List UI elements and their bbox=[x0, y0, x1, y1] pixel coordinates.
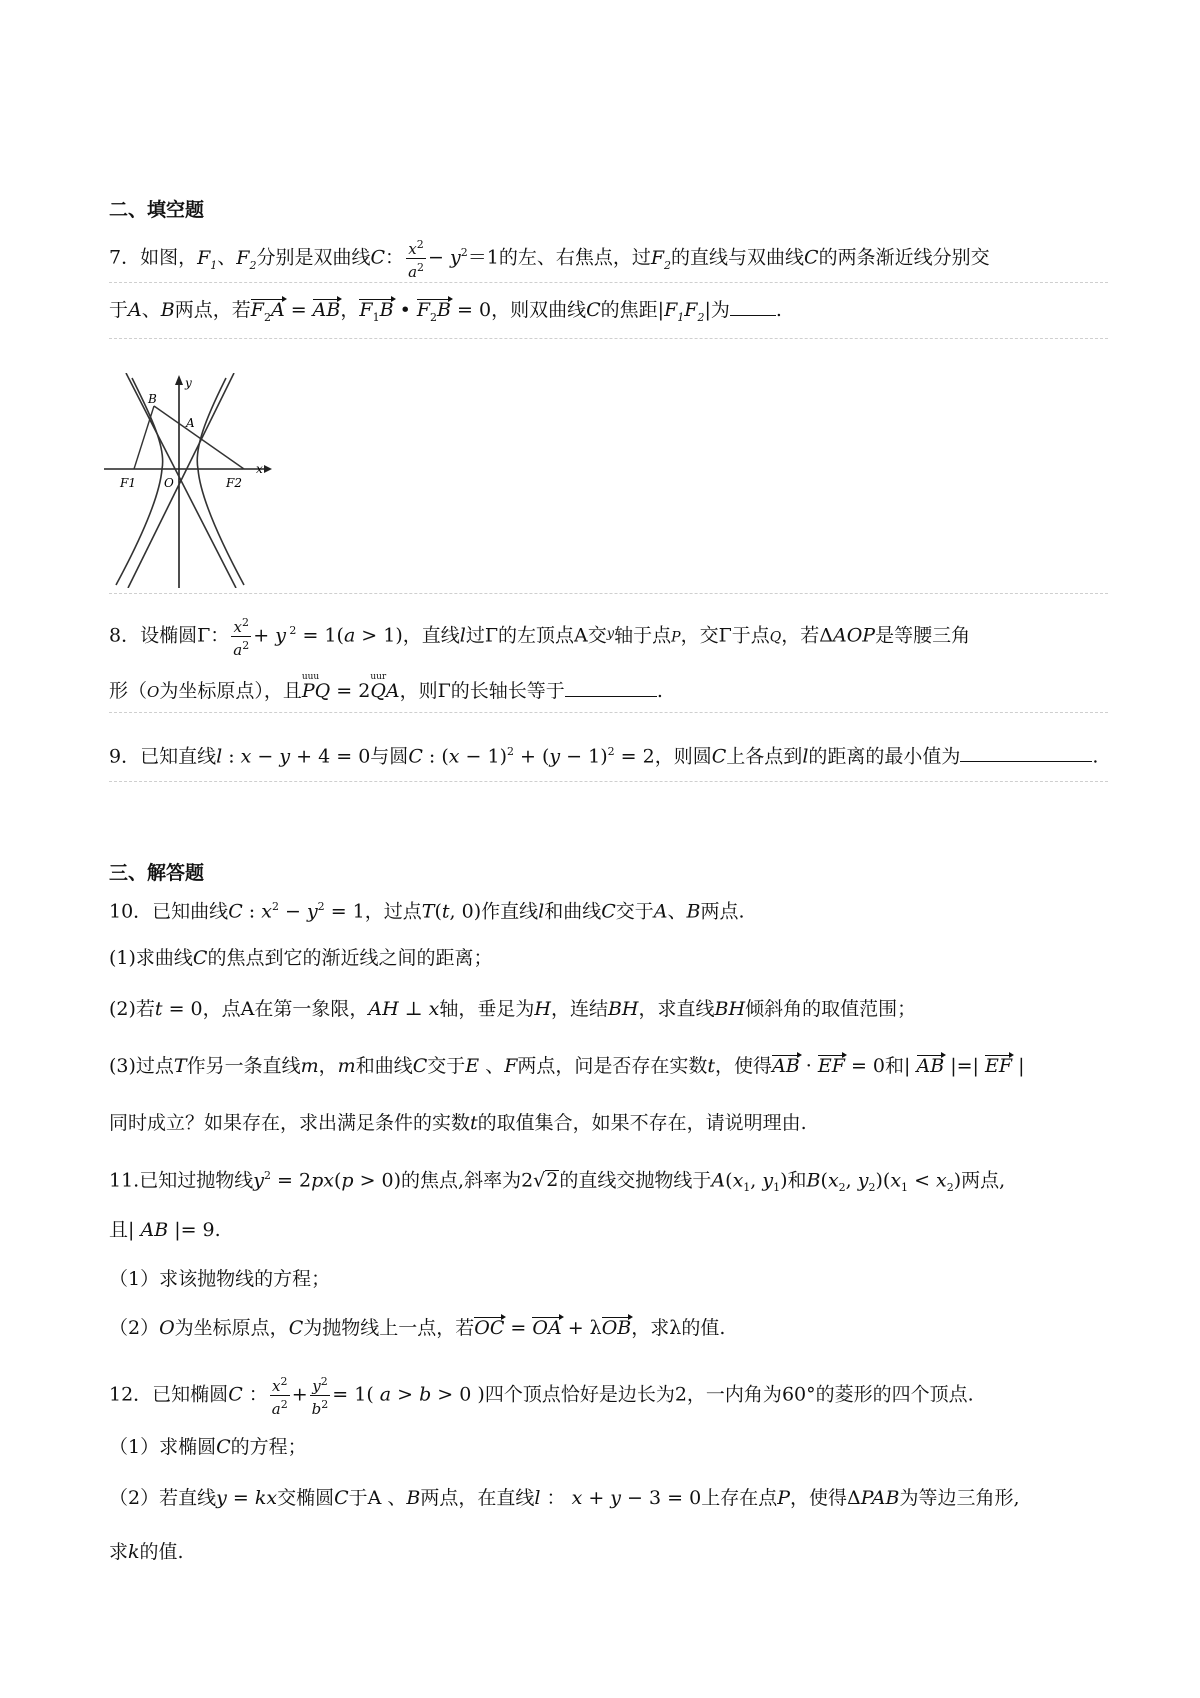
q10-p1-text-2: 的焦点到它的渐近线之间的距离； bbox=[207, 947, 493, 969]
hyperbola-figure bbox=[104, 373, 284, 588]
answer-blank[interactable] bbox=[730, 297, 776, 316]
q10-p2-text-6: 倾斜角的取值范围； bbox=[745, 998, 917, 1020]
q8-text-3: 轴于点 bbox=[614, 624, 672, 647]
q12-sub1-text: （1）求椭圆 bbox=[109, 1436, 217, 1458]
q11-text-6: 且 bbox=[109, 1219, 129, 1241]
y-axis-arrow bbox=[175, 375, 183, 385]
label-F2: F2 bbox=[226, 476, 242, 490]
q7-text-2: 的左、右焦点，过 bbox=[498, 246, 651, 269]
q12-number: 12．已知椭圆 bbox=[109, 1383, 229, 1406]
q10-text-4: 交于 bbox=[615, 900, 654, 923]
q12-sub2-text-6: ，使得 bbox=[790, 1487, 848, 1509]
vector-OA: OA bbox=[532, 1317, 562, 1339]
q7-text-5: 于 bbox=[109, 299, 129, 321]
asymptote-2 bbox=[128, 373, 234, 588]
q8-text-8: 为坐标原点），且 bbox=[159, 680, 302, 702]
q12-sub1-text-2: 的方程； bbox=[230, 1436, 307, 1458]
vector-QA: uur QA bbox=[370, 672, 400, 702]
q10-p3-text: (3)过点 bbox=[109, 1055, 174, 1077]
q7-fraction: $\frac{x^2}{a^2}$ bbox=[408, 238, 425, 281]
q11-sub2-text-3: 为抛物线上一点，若 bbox=[303, 1317, 475, 1339]
q10-p2-text: (2)若 bbox=[109, 998, 155, 1020]
q11-sub2-text-2: 为坐标原点， bbox=[174, 1317, 289, 1339]
q9-text-4: 的距离的最小值为 bbox=[808, 745, 961, 768]
q12-sub2-text-4: 两点，在直线 bbox=[420, 1487, 535, 1509]
question-10-intro: 10．已知曲线C : $x^2 - y^2 = 1$，过点T(t, 0)作直线l和曲线C交于A、B两点. bbox=[109, 900, 745, 923]
vector-OC: OC bbox=[474, 1317, 505, 1339]
q10-text-1: ，过点 bbox=[364, 900, 422, 923]
vector-F1B: $F_1B$ bbox=[359, 299, 393, 327]
answer-blank[interactable] bbox=[960, 743, 1092, 762]
q10-p1-text: (1)求曲线 bbox=[109, 947, 193, 969]
label-A: A bbox=[186, 416, 195, 430]
q9-text-1: 与圆 bbox=[370, 745, 409, 768]
q11-text-5: 两点, bbox=[961, 1169, 1006, 1192]
question-12-sub-2-cont: 求k的值. bbox=[109, 1541, 184, 1563]
q10-number: 10．已知曲线 bbox=[109, 900, 229, 923]
q11-sub2-text-5: 的值. bbox=[681, 1317, 726, 1339]
question-12-line-1: 12．已知椭圆C ： $\frac{x^2}{a^2}$ + $\frac{y^2}{b^2}$ = 1( a > b > 0 )四个顶点恰好是边长为2，一内角为60°的菱形的四个顶点. bbox=[109, 1375, 974, 1418]
q8-fraction: $\frac{x^2}{a^2}$ bbox=[233, 616, 250, 659]
label-y: y bbox=[185, 376, 192, 390]
divider bbox=[109, 282, 1108, 283]
q8-text-6: 是等腰三角 bbox=[875, 624, 971, 647]
question-12-sub-1: （1）求椭圆C的方程； bbox=[109, 1436, 307, 1458]
q7-text-8: 的焦距 bbox=[600, 299, 658, 321]
q7-text-4: 的两条渐近线分别交 bbox=[818, 246, 990, 269]
q11-sub2-text: （2） bbox=[109, 1317, 160, 1339]
q10-text-5: 两点. bbox=[700, 900, 745, 923]
q8-number: 8．设椭圆Γ： bbox=[109, 624, 230, 647]
q12-fraction-2: $\frac{y^2}{b^2}$ bbox=[311, 1375, 329, 1418]
divider bbox=[109, 712, 1108, 713]
q12-sub2-text-3: 于 bbox=[348, 1487, 368, 1509]
q7-end: . bbox=[775, 299, 782, 321]
question-10-part-1: (1)求曲线C的焦点到它的渐近线之间的距离； bbox=[109, 947, 493, 969]
q12-sub3-text: 求 bbox=[109, 1541, 129, 1563]
vector-AB: AB bbox=[312, 299, 341, 321]
q10-p2-text-5: ，求直线 bbox=[638, 998, 715, 1020]
q10-p3-text-5: 两点，问是否存在实数 bbox=[517, 1055, 708, 1077]
question-12-sub-2: （2）若直线y = kx交椭圆C于A 、B两点，在直线l ： x + y − 3 = 0上存在点P，使得ΔPAB为等边三角形, bbox=[109, 1487, 1020, 1509]
q11-sub1-text: （1）求该抛物线的方程； bbox=[109, 1268, 331, 1290]
q12-fraction-1: $\frac{x^2}{a^2}$ bbox=[271, 1375, 288, 1418]
q12-sub2-text-7: 为等边三角形, bbox=[899, 1487, 1020, 1509]
q10-p3-text-7: 和 bbox=[885, 1055, 905, 1077]
section-heading-fill: 二、填空题 bbox=[109, 199, 205, 221]
question-10-part-2: (2)若t = 0，点A在第一象限，AH ⊥ x轴，垂足为H，连结BH，求直线BH倾斜角的取值范围； bbox=[109, 998, 917, 1020]
q8-text-1: ，直线 bbox=[402, 624, 460, 647]
q9-text-2: ，则圆 bbox=[654, 745, 712, 768]
q11-text-3: 的直线交抛物线于 bbox=[559, 1169, 712, 1192]
vector-F2B: $F_2B$ bbox=[417, 299, 451, 327]
divider bbox=[109, 338, 1108, 339]
question-11-sub-1 bbox=[109, 1265, 1108, 1293]
q11-text-2: 的焦点,斜率为 bbox=[401, 1169, 522, 1192]
question-10-part-3-cont: 同时成立？如果存在，求出满足条件的实数t的取值集合，如果不存在，请说明理由. bbox=[109, 1112, 807, 1134]
q8-text-2: 过Γ的左顶点A交 bbox=[465, 624, 607, 647]
q10-p2-text-2: ，点A在第一象限， bbox=[202, 998, 369, 1020]
q8-text-7: 形（ bbox=[109, 680, 148, 702]
question-7-line-1: 7．如图，$F_1$、$F_2$分别是双曲线C： $\frac{x^2}{a^2}$ − $y^2=1$的左、右焦点，过$F_2$的直线与双曲线C的两条渐近线分别交 bbox=[109, 238, 990, 281]
q11-text-1: 已知过抛物线 bbox=[139, 1169, 254, 1192]
vector-AB-abs: AB bbox=[916, 1055, 945, 1077]
question-7-line-2: 于A、B两点，若$F_2A$ = AB，$F_1B$ • $F_2B = 0$，则双曲线C的焦距$|F_1F_2|$为 . bbox=[109, 296, 1108, 332]
q11-number: 11. bbox=[109, 1169, 140, 1192]
vector-EF-abs: EF bbox=[985, 1055, 1013, 1077]
q10-p4-text-2: 的取值集合，如果不存在，请说明理由. bbox=[477, 1112, 807, 1134]
q12-sub2-text: （2）若直线 bbox=[109, 1487, 217, 1509]
vector-PQ: uuu PQ bbox=[301, 672, 331, 702]
q10-text-3: 和曲线 bbox=[544, 900, 602, 923]
divider bbox=[109, 781, 1108, 782]
q12-sub2-text-5: 上存在点 bbox=[701, 1487, 778, 1509]
q12-sub2-text-2: 交椭圆 bbox=[277, 1487, 335, 1509]
label-O: O bbox=[164, 476, 174, 490]
q11-text-7: . bbox=[214, 1219, 221, 1241]
q10-p2-text-4: ，连结 bbox=[550, 998, 608, 1020]
q9-number: 9．已知直线 bbox=[109, 745, 217, 768]
q12-text-2: ，一内角为 bbox=[686, 1383, 782, 1406]
question-8-line-1: 8．设椭圆Γ： $\frac{x^2}{a^2}$ + y $^2$ = 1(a > 1)，直线l过Γ的左顶点A交$^y$轴于点P，交Γ于点Q，若ΔAOP是等腰三角 bbox=[109, 616, 971, 659]
q11-sub2-text-4: ，求 bbox=[631, 1317, 670, 1339]
question-11-line-1: 11.已知过抛物线$y^2 = 2px(p > 0)$的焦点,斜率为2√2的直线交抛物线于$A(x_1$, $y_1$)和$B(x_2$, $y_2)(x_1 < x_2)$两点, bbox=[109, 1169, 1006, 1195]
question-8-line-2: 形（O为坐标原点），且 uuu PQ = 2 uur QA，则Γ的长轴长等于 . bbox=[109, 677, 1108, 706]
answer-blank[interactable] bbox=[565, 678, 657, 697]
q10-text-2: 作直线 bbox=[481, 900, 539, 923]
q7-text-6: 两点，若 bbox=[174, 299, 251, 321]
divider bbox=[109, 593, 1108, 594]
line-F2-B bbox=[154, 406, 244, 469]
q10-p3-text-3: 和曲线 bbox=[355, 1055, 413, 1077]
q12-text-3: 的菱形的四个顶点. bbox=[815, 1383, 974, 1406]
q12-text-1: 四个顶点恰好是边长为 bbox=[484, 1383, 675, 1406]
question-9: 9．已知直线l : x − y + 4 = 0与圆C : $(x - 1)^2 + (y - 1)^2 = 2$，则圆C上各点到l的距离的最小值为 . bbox=[109, 745, 1099, 768]
q12-sub3-text-2: 的值. bbox=[139, 1541, 184, 1563]
question-11-line-2: 且| AB |= 9. bbox=[109, 1219, 221, 1241]
q9-end: . bbox=[1092, 745, 1099, 768]
q10-p3-text-4: 交于 bbox=[427, 1055, 466, 1077]
q8-text-4: ，交Γ于点 bbox=[680, 624, 770, 647]
x-axis-arrow bbox=[264, 465, 272, 473]
q7-number: 7．如图， bbox=[109, 246, 198, 269]
vector-AB: AB bbox=[772, 1055, 800, 1077]
vector-OB: OB bbox=[601, 1317, 632, 1339]
q8-text-5: ，若 bbox=[781, 624, 820, 647]
q10-p3-text-6: ，使得 bbox=[715, 1055, 773, 1077]
q11-text-4: 和 bbox=[787, 1169, 807, 1192]
q10-p2-text-3: 轴，垂足为 bbox=[439, 998, 535, 1020]
question-11-sub-2: （2）O为坐标原点，C为抛物线上一点，若OC = OA + λOB，求λ的值. bbox=[109, 1317, 726, 1339]
label-F1: F1 bbox=[120, 476, 136, 490]
q10-p3-text-2: 作另一条直线 bbox=[186, 1055, 301, 1077]
q9-text-3: 上各点到 bbox=[726, 745, 803, 768]
q7-text-3: 的直线与双曲线 bbox=[671, 246, 805, 269]
q7-text-7: ，则双曲线 bbox=[491, 299, 587, 321]
line-F1-B bbox=[134, 406, 154, 469]
q8-text-9: ，则Γ的长轴长等于 bbox=[399, 680, 565, 702]
vector-EF: EF bbox=[817, 1055, 845, 1077]
section-heading-solve: 三、解答题 bbox=[109, 862, 205, 884]
q7-text-9: 为 bbox=[710, 299, 730, 321]
label-x: x bbox=[256, 462, 263, 476]
label-B: B bbox=[148, 392, 157, 406]
q7-text: 分别是双曲线 bbox=[256, 246, 371, 269]
q10-p4-text: 同时成立？如果存在，求出满足条件的实数 bbox=[109, 1112, 471, 1134]
question-10-part-3: (3)过点T作另一条直线m，m和曲线C交于E 、F两点，问是否存在实数t，使得AB · EF = 0和| AB |=| EF | bbox=[109, 1055, 1025, 1077]
vector-F2A: $F_2A$ bbox=[251, 299, 285, 327]
q8-end: . bbox=[656, 680, 663, 702]
